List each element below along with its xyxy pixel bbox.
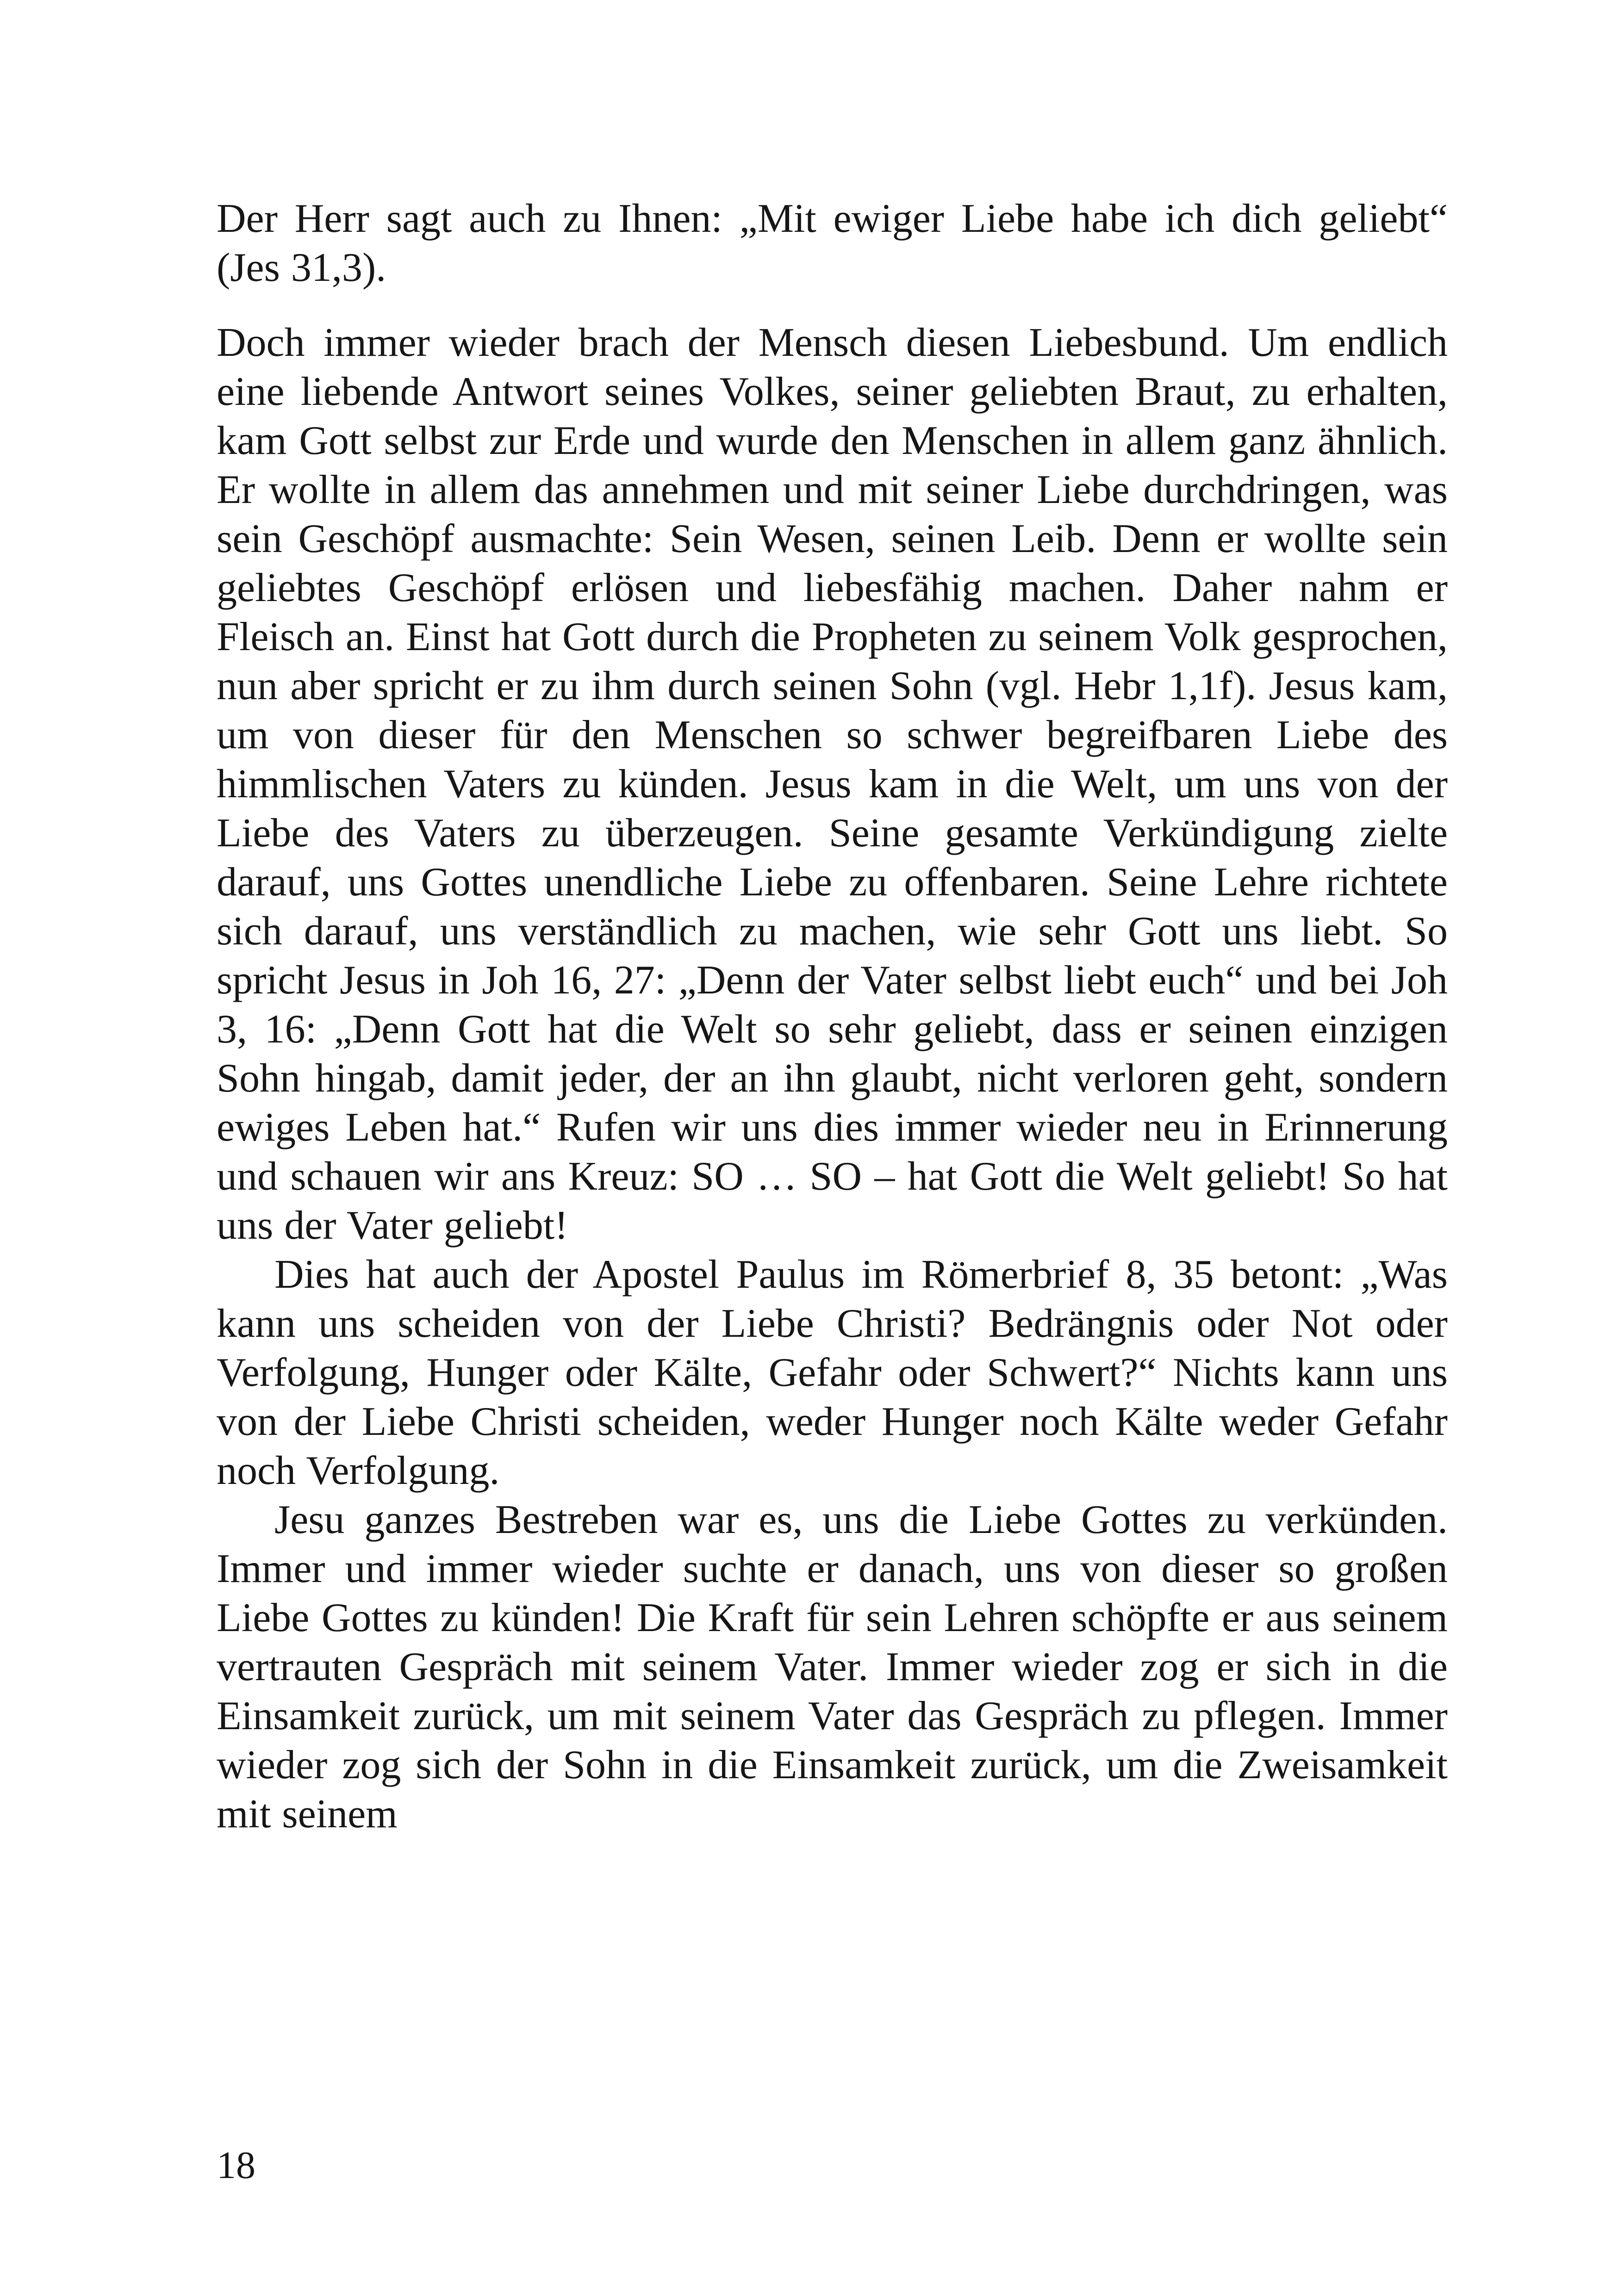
paragraph-intro-quote: Der Herr sagt auch zu Ihnen: „Mit ewiger Liebe habe ich dich geliebt“ (Jes 31,3). xyxy=(217,196,1448,290)
page-number: 18 xyxy=(217,2144,255,2187)
paragraph-main: Doch immer wieder brach der Mensch diesen Liebesbund. Um endlich eine liebende Antwort seines Volkes, seiner geliebten Braut, zu erhalten, kam Gott selbst zur Erde und wurde den Menschen in allem ganz ähnlich. Er wollte in allem das annehmen und mit seiner Liebe durchdringen, was sein Geschöpf ausmachte: Sein Wesen, seinen Leib. Denn er wollte sein geliebtes Geschöpf erlösen und liebesfähig machen. Daher nahm er Fleisch an. Einst hat Gott durch die Propheten zu seinem Volk gesprochen, nun aber spricht er zu ihm durch seinen Sohn (vgl. Hebr 1,1f). Jesus kam, um von dieser für den Menschen so schwer begreifbaren Liebe des himmlischen Vaters zu künden. Jesus kam in die Welt, um uns von der Liebe des Vaters zu überzeugen. Seine gesamte Verkündigung zielte darauf, uns Gottes unendliche Liebe zu offenbaren. Seine Lehre richtete sich darauf, uns verständlich zu machen, wie sehr Gott uns liebt. So spricht Jesus in Joh 16, 27: „Denn der Vater selbst liebt euch“ und bei Joh 3, 16: „Denn Gott hat die Welt so sehr geliebt, dass er seinen einzigen Sohn hingab, damit jeder, der an ihn glaubt, nicht verloren geht, sondern ewiges Leben hat.“ Rufen wir uns dies immer wieder neu in Erinnerung und schauen wir ans Kreuz: SO … SO – hat Gott die Welt geliebt! So hat uns der Vater geliebt! xyxy=(217,320,1448,1248)
body-text xyxy=(217,194,1448,1839)
paragraph-paulus: Dies hat auch der Apostel Paulus im Römerbrief 8, 35 betont: „Was kann uns scheiden von der Liebe Christi? Bedrängnis oder Not oder Verfolgung, Hunger oder Kälte, Gefahr oder Schwert?“ Nichts kann uns von der Liebe Christi scheiden, weder Hunger noch Kälte weder Gefahr noch Verfolgung. xyxy=(217,1252,1448,1493)
paragraph-jesu-bestreben: Jesu ganzes Bestreben war es, uns die Liebe Gottes zu verkünden. Immer und immer wieder suchte er danach, uns von dieser so großen Liebe Gottes zu künden! Die Kraft für sein Lehren schöpfte er aus seinem vertrauten Gespräch mit seinem Vater. Immer wieder zog er sich in die Einsamkeit zurück, um mit seinem Vater das Gespräch zu pflegen. Immer wieder zog sich der Sohn in die Einsamkeit zurück, um die Zweisamkeit mit seinem xyxy=(217,1497,1448,1837)
